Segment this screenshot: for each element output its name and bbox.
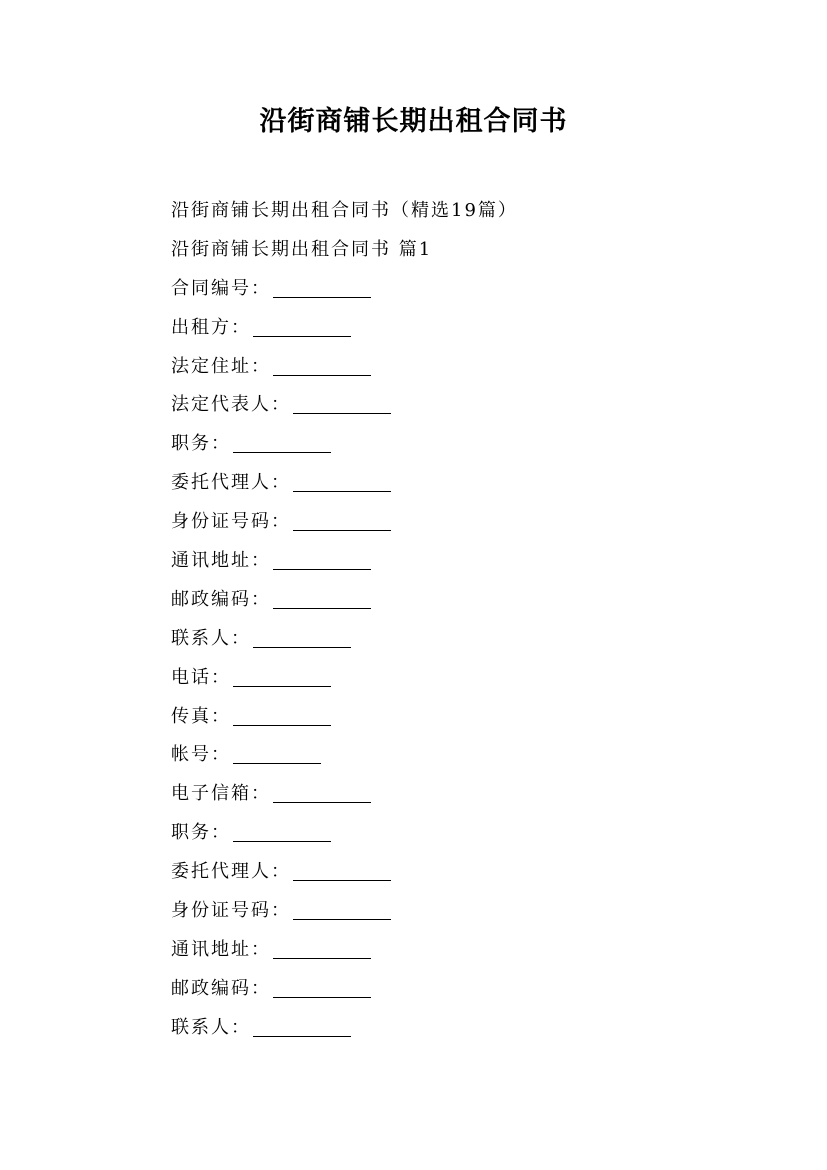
fill-blank [273,568,371,570]
field-line [171,542,771,581]
fill-blank [233,451,331,453]
field-line [171,309,771,348]
field-label: 委托代理人： [171,861,291,883]
field-label: 委托代理人： [171,472,291,494]
field-line [171,620,771,659]
field-label: 职务： [171,822,231,844]
fill-blank [273,801,371,803]
field-line [171,464,771,503]
field-label: 电子信箱： [171,783,271,805]
fill-blank [253,646,351,648]
field-line [171,931,771,970]
fill-blank [293,490,391,492]
field-label: 联系人： [171,627,251,649]
field-label: 通讯地址： [171,550,271,572]
field-line [171,581,771,620]
fill-blank [233,685,331,687]
field-label: 法定住址： [171,355,271,377]
document-body [171,192,771,1048]
fill-blank [273,374,371,376]
field-line [171,659,771,698]
field-line [171,814,771,853]
field-line [171,348,771,387]
field-line [171,892,771,931]
document-subtitle: 沿街商铺长期出租合同书（精选19篇） [171,200,518,221]
field-line [171,425,771,464]
fill-blank [293,879,391,881]
fill-blank [233,762,321,764]
field-label: 通讯地址： [171,938,271,960]
field-label: 合同编号： [171,277,271,299]
field-label: 邮政编码： [171,977,271,999]
fill-blank [253,1035,351,1037]
fill-blank [273,296,371,298]
fill-blank [273,607,371,609]
fill-blank [293,412,391,414]
field-label: 身份证号码： [171,511,291,533]
field-label: 电话： [171,666,231,688]
field-line [171,775,771,814]
field-label: 传真： [171,705,231,727]
field-line [171,386,771,425]
field-line [171,1009,771,1048]
field-line [171,970,771,1009]
fill-blank [273,996,371,998]
field-label: 职务： [171,433,231,455]
section-heading: 沿街商铺长期出租合同书 篇1 [171,238,433,260]
fill-blank [273,957,371,959]
field-label: 法定代表人： [171,394,291,416]
field-label: 邮政编码： [171,588,271,610]
field-label: 身份证号码： [171,900,291,922]
field-label: 联系人： [171,1016,251,1038]
field-line [171,853,771,892]
fill-blank [293,529,391,531]
document-title: 沿街商铺长期出租合同书 [259,106,568,137]
field-line [171,736,771,775]
field-label: 出租方： [171,316,251,338]
fill-blank [293,918,391,920]
fill-blank [253,335,351,337]
field-line [171,270,771,309]
field-line [171,503,771,542]
field-line [171,698,771,737]
fill-blank [233,840,331,842]
fill-blank [233,724,331,726]
field-label: 帐号： [171,744,231,766]
